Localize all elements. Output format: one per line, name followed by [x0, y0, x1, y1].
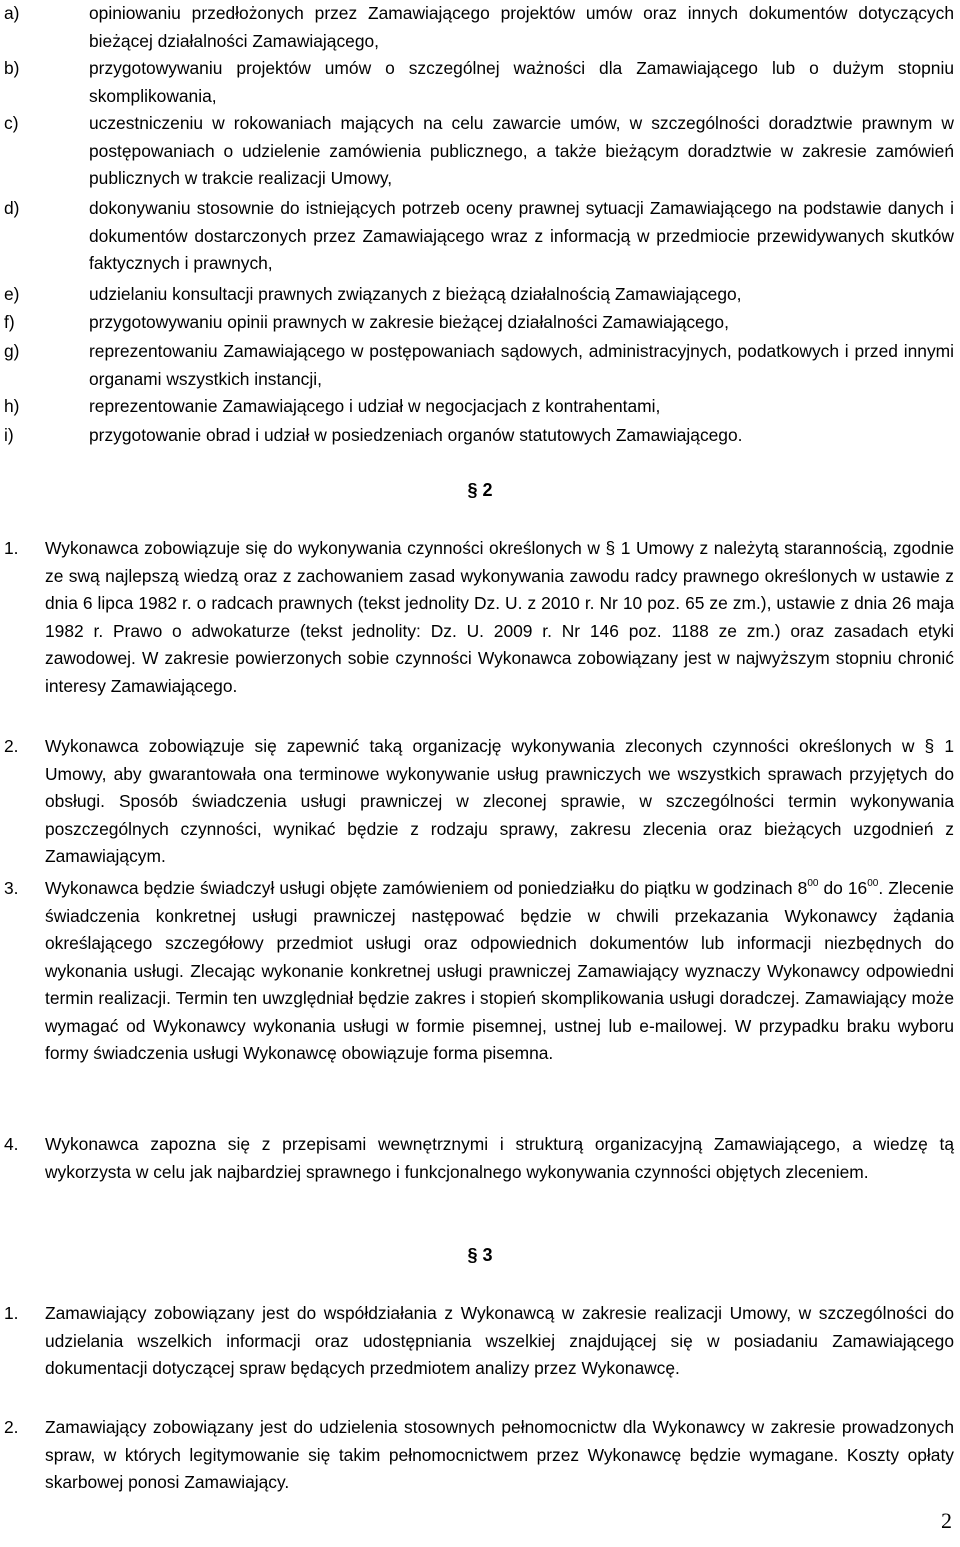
paragraph-number: 1. — [4, 538, 19, 558]
paragraph — [0, 733, 954, 871]
paragraph-number: 2. — [4, 736, 19, 756]
paragraph — [0, 535, 954, 700]
list-item — [0, 281, 954, 309]
list-marker: c) — [4, 113, 19, 133]
paragraph — [0, 1131, 954, 1186]
paragraph-text-part: . Zlecenie świadczenia konkretnej usługi prawniczej następować będzie w chwili przekazania Wykonawcy żądania określającego szczegółowy przedmiot usługi oraz odpowiednich dokumentów lub informacji niezbędnych do wykonania usługi. Zlecając wykonanie konkretnej usługi prawniczej Zamawiający wyznaczy Wykonawcy odpowiedni termin realizacji. Termin ten uwzględniał będzie zakres i stopień skomplikowania usługi doradczej. Zamawiający może wymagać od Wykonawcy wykonania usługi w formie pisemnej, ustnej lub e-mailowej. W przypadku braku wyboru formy świadczenia usługi Wykonawcę obowiązuje forma pisemna. — [45, 878, 954, 1063]
paragraph — [0, 875, 954, 1068]
paragraph — [0, 1300, 954, 1383]
paragraph-text: Zamawiający zobowiązany jest do współdziałania z Wykonawcą w zakresie realizacji Umowy, w szczególności do udzielania wszelkich informacji oraz udostępniania wszelkiej znajdującej się w posiadaniu Zamawiającego dokumentacji dotyczącej spraw będących przedmiotem analizy przez Wykonawcę. — [45, 1303, 954, 1378]
list-item — [0, 309, 954, 337]
list-item — [0, 0, 954, 55]
paragraph-text: Wykonawca zapozna się z przepisami wewnętrznymi i strukturą organizacyjną Zamawiającego, a wiedzę tą wykorzysta w celu jak najbardziej sprawnego i funkcjonalnego wykonywania czynności objętych zleceniem. — [45, 1134, 954, 1182]
list-marker: e) — [4, 284, 20, 304]
list-item — [0, 195, 954, 278]
paragraph-text: Wykonawca zobowiązuje się zapewnić taką organizację wykonywania zleconych czynności określonych w § 1 Umowy, aby gwarantowała ona terminowe wykonywanie usług prawniczych we wszystkich sprawach przyjętych do obsługi. Sposób świadczenia usługi prawniczej w zleconej sprawie, w szczególności termin wykonywania poszczególnych czynności, wynikać będzie z rodzaju sprawy, zakresu zlecenia oraz bieżących uzgodnień z Zamawiającym. — [45, 736, 954, 866]
list-item — [0, 422, 954, 450]
paragraph-number: 2. — [4, 1417, 19, 1437]
time-superscript: 00 — [867, 878, 879, 889]
list-marker: b) — [4, 58, 20, 78]
paragraph-number: 4. — [4, 1134, 19, 1154]
list-item-text: przygotowywaniu projektów umów o szczególnej ważności dla Zamawiającego lub o dużym stopniu skomplikowania, — [89, 58, 954, 106]
section-heading-3: § 3 — [467, 1245, 493, 1265]
list-item-text: udzielaniu konsultacji prawnych związanych z bieżącą działalnością Zamawiającego, — [89, 284, 742, 304]
paragraph-number: 1. — [4, 1303, 19, 1323]
list-marker: h) — [4, 396, 20, 416]
paragraph-text: Zamawiający zobowiązany jest do udzielenia stosownych pełnomocnictw dla Wykonawcy w zakresie prowadzonych spraw, w których legitymowanie się takim pełnomocnictwem przez Wykonawcę będzie wymagane. Koszty opłaty skarbowej ponosi Zamawiający. — [45, 1417, 954, 1492]
list-item — [0, 338, 954, 393]
paragraph-number: 3. — [4, 878, 19, 898]
list-marker: d) — [4, 198, 20, 218]
time-superscript: 00 — [807, 878, 819, 889]
list-item-text: reprezentowanie Zamawiającego i udział w negocjacjach z kontrahentami, — [89, 396, 661, 416]
paragraph-text-part: Wykonawca będzie świadczył usługi objęte zamówieniem od poniedziałku do piątku w godzinach 8 — [45, 878, 808, 898]
paragraph-text — [45, 875, 954, 1068]
list-item-text: reprezentowaniu Zamawiającego w postępowaniach sądowych, administracyjnych, podatkowych i przed innymi organami wszystkich instancji, — [89, 341, 954, 389]
list-marker: f) — [4, 312, 15, 332]
list-marker: a) — [4, 3, 20, 23]
list-item — [0, 55, 954, 110]
section-heading-2: § 2 — [467, 480, 493, 500]
list-item-text: przygotowanie obrad i udział w posiedzeniach organów statutowych Zamawiającego. — [89, 425, 743, 445]
list-marker: i) — [4, 425, 14, 445]
list-marker: g) — [4, 341, 20, 361]
list-item — [0, 110, 954, 193]
paragraph-text: Wykonawca zobowiązuje się do wykonywania czynności określonych w § 1 Umowy z należytą starannością, zgodnie ze swą najlepszą wiedzą oraz z zachowaniem zasad wykonywania zawodu radcy prawnego określonych w ustawie z dnia 6 lipca 1982 r. o radcach prawnych (tekst jednolity Dz. U. z 2010 r. Nr 10 poz. 65 ze zm.), ustawie z dnia 26 maja 1982 r. Prawo o adwokaturze (tekst jednolity: Dz. U. 2009 r. Nr 146 poz. 1188 ze zm.) oraz zasadach etyki zawodowej. W zakresie powierzonych sobie czynności Wykonawca zobowiązany jest w najwyższym stopniu chronić interesy Zamawiającego. — [45, 538, 954, 696]
list-item-text: dokonywaniu stosownie do istniejących potrzeb oceny prawnej sytuacji Zamawiającego na podstawie danych i dokumentów dostarczonych przez Zamawiającego wraz z informacją w przedmiocie przewidywanych skutków faktycznych i prawnych, — [89, 198, 954, 273]
paragraph-text-part: do 16 — [818, 878, 868, 898]
list-item-text: uczestniczeniu w rokowaniach mających na celu zawarcie umów, w szczególności doradztwie prawnym w postępowaniach o udzielenie zamówienia publicznego, a także bieżącym doradztwie w zakresie zamówień publicznych w trakcie realizacji Umowy, — [89, 113, 954, 188]
page-number: 2 — [941, 1508, 952, 1533]
paragraph — [0, 1414, 954, 1497]
list-item-text: opiniowaniu przedłożonych przez Zamawiającego projektów umów oraz innych dokumentów dotyczących bieżącej działalności Zamawiającego, — [89, 3, 954, 51]
list-item — [0, 393, 954, 421]
list-item-text: przygotowywaniu opinii prawnych w zakresie bieżącej działalności Zamawiającego, — [89, 312, 729, 332]
